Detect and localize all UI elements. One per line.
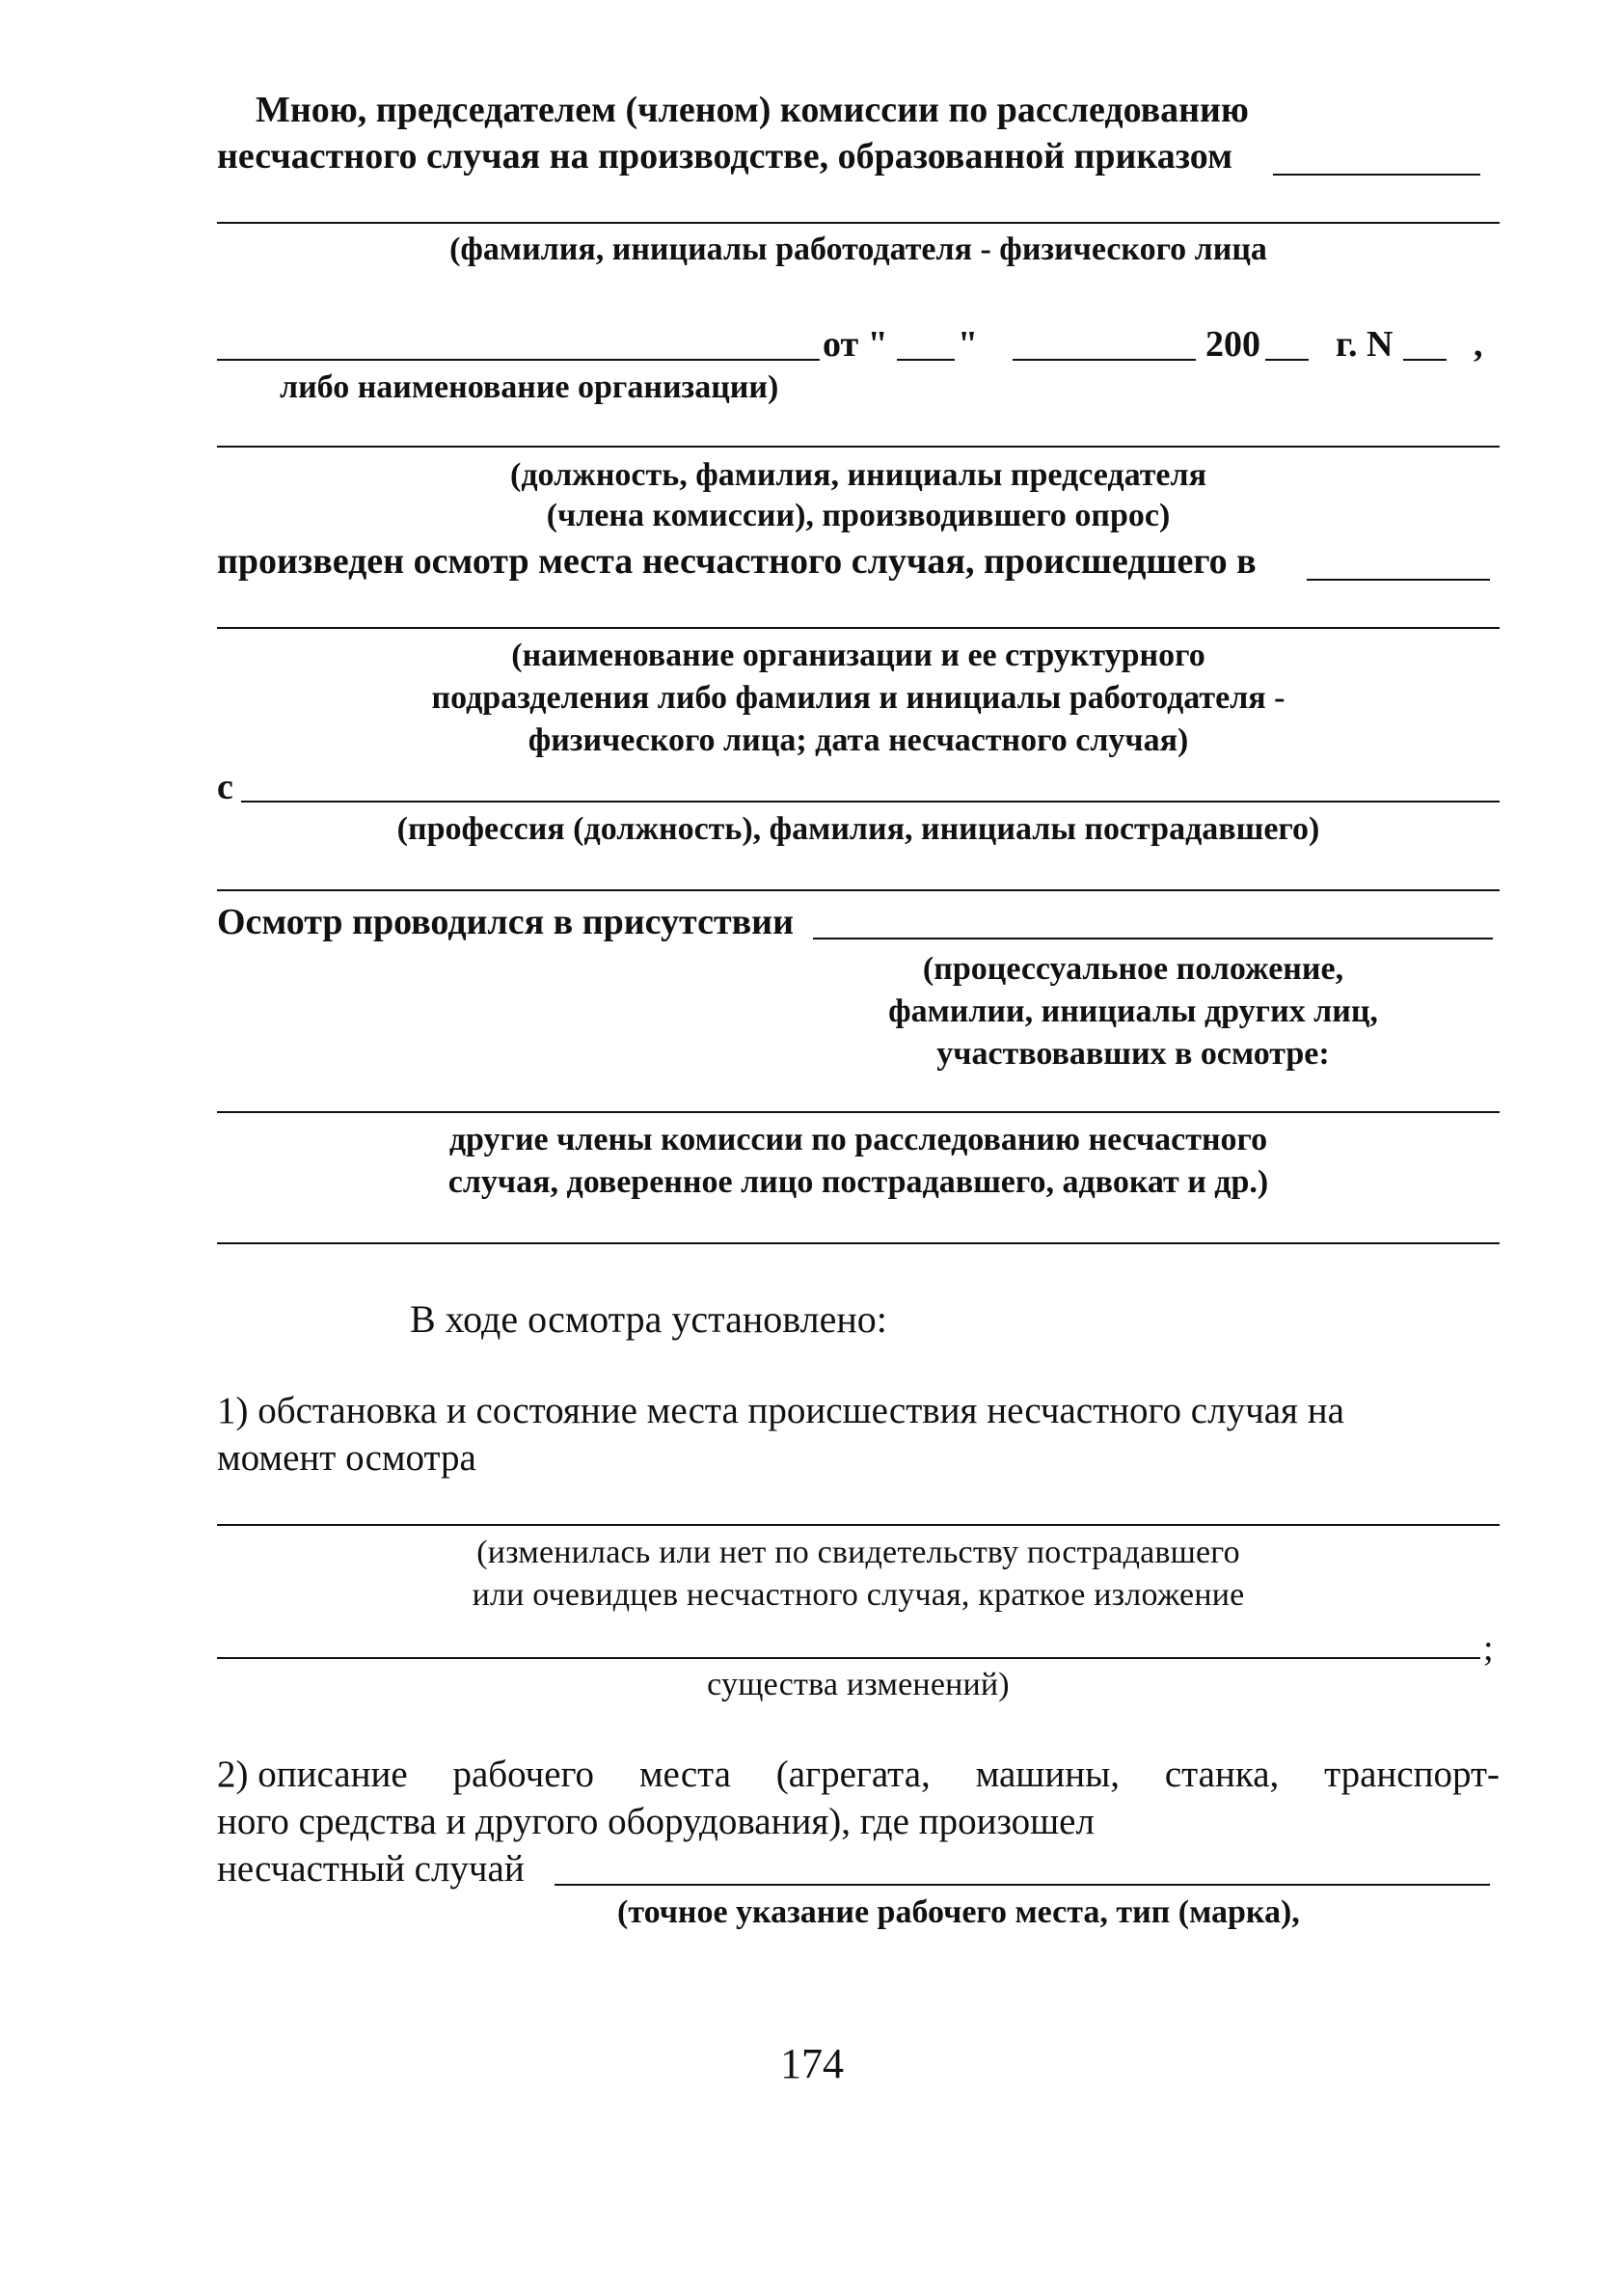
- changes-line[interactable]: [217, 1657, 1480, 1659]
- intro-line-2: несчастного случая на производстве, образованной приказом: [217, 136, 1232, 177]
- presence-blank[interactable]: [813, 938, 1493, 939]
- year-blank[interactable]: [1265, 359, 1309, 361]
- item2-word-5: машины,: [975, 1754, 1121, 1795]
- order-year: 200: [1205, 324, 1260, 365]
- item2-word-7: транспорт-: [1324, 1754, 1500, 1795]
- caption-changes-1: (изменилась или нет по свидетельству пострадавшего: [476, 1535, 1240, 1570]
- item1-answer-line[interactable]: [217, 1524, 1500, 1526]
- item2-line-2: ного средства и другого оборудования), где произошел: [217, 1801, 1095, 1842]
- victim-extra-line[interactable]: [217, 889, 1500, 891]
- caption-changes-2: или очевидцев несчастного случая, краткое изложение: [472, 1577, 1245, 1613]
- intro-line-1: Мною, председателем (членом) комиссии по расследованию: [256, 90, 1249, 130]
- item2-line-3: несчастный случай: [217, 1848, 525, 1890]
- with-label: с: [217, 767, 233, 807]
- place-blank[interactable]: [1307, 579, 1490, 581]
- item1-line-1: 1) обстановка и состояние места происшествия несчастного случая на: [217, 1390, 1344, 1431]
- item2-word-1: 2) описание: [217, 1754, 408, 1795]
- employer-line[interactable]: [217, 222, 1500, 224]
- caption-presence-3: участвовавших в осмотре:: [936, 1036, 1330, 1072]
- caption-org: либо наименование организации): [280, 369, 779, 405]
- caption-place-3: физического лица; дата несчастного случая): [528, 722, 1189, 758]
- month-blank[interactable]: [1013, 359, 1196, 361]
- caption-workplace: (точное указание рабочего места, тип (марка),: [617, 1894, 1300, 1930]
- workplace-blank[interactable]: [555, 1884, 1490, 1886]
- caption-place-1: (наименование организации и ее структурного: [511, 638, 1205, 673]
- caption-members-2: случая, доверенное лицо пострадавшего, адвокат и др.): [447, 1164, 1269, 1200]
- order-g-n: г. N: [1336, 324, 1394, 365]
- item1-line-2: момент осмотра: [217, 1437, 476, 1479]
- org-name-blank[interactable]: [217, 359, 820, 361]
- victim-line[interactable]: [241, 801, 1500, 803]
- inspection-line: произведен осмотр места несчастного случая, происшедшего в: [217, 541, 1257, 582]
- item2-word-4: (агрегата,: [775, 1754, 931, 1795]
- caption-chair-1: (должность, фамилия, инициалы председателя: [510, 457, 1206, 493]
- caption-employer: (фамилия, инициалы работодателя - физического лица: [449, 231, 1267, 267]
- caption-place-2: подразделения либо фамилия и инициалы работодателя -: [431, 680, 1286, 716]
- members-line[interactable]: [217, 1111, 1500, 1113]
- number-blank[interactable]: [1403, 359, 1447, 361]
- established-heading: В ходе осмотра установлено:: [410, 1297, 887, 1341]
- order-from: от ": [823, 324, 888, 365]
- caption-members-1: другие члены комиссии по расследованию несчастного: [448, 1122, 1268, 1157]
- order-comma: ,: [1474, 324, 1483, 365]
- chair-line[interactable]: [217, 446, 1500, 448]
- item2-word-3: места: [638, 1754, 731, 1795]
- day-blank[interactable]: [897, 359, 955, 361]
- members-extra-line[interactable]: [217, 1242, 1500, 1244]
- caption-victim: (профессия (должность), фамилия, инициалы пострадавшего): [396, 811, 1320, 847]
- item2-line-1: [217, 1755, 1500, 1793]
- item2-word-2: рабочего: [452, 1754, 595, 1795]
- caption-presence-2: фамилии, инициалы других лиц,: [888, 993, 1378, 1029]
- place-line[interactable]: [217, 627, 1500, 629]
- changes-semicolon: ;: [1483, 1628, 1494, 1669]
- caption-chair-2: (члена комиссии), производившего опрос): [546, 498, 1171, 533]
- order-blank[interactable]: [1273, 174, 1480, 176]
- item2-word-6: станка,: [1164, 1754, 1280, 1795]
- caption-changes-3: существа изменений): [707, 1667, 1010, 1702]
- page-number: 174: [780, 2040, 844, 2087]
- presence-line: Осмотр проводился в присутствии: [217, 902, 794, 942]
- caption-presence-1: (процессуальное положение,: [922, 951, 1344, 987]
- order-quote-close: ": [958, 324, 979, 365]
